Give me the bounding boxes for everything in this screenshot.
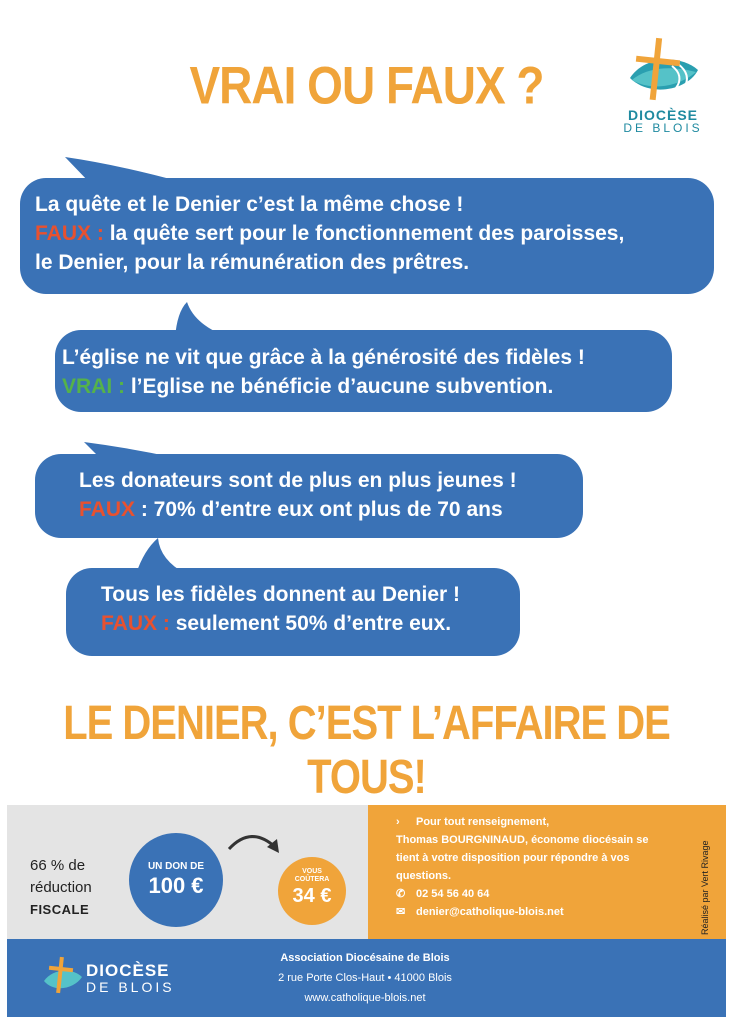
credit-text: Réalisé par Vert Rivage xyxy=(700,840,710,935)
cost-amount: 34 € xyxy=(292,885,332,907)
statement-text: La quête et le Denier c’est la même chose ! xyxy=(35,193,464,216)
explanation-text: : 70% d’entre eux ont plus de 70 ans xyxy=(140,498,503,521)
logo-text-line2: DE BLOIS xyxy=(623,121,703,135)
contact-role: , économe diocésain se xyxy=(524,834,649,846)
footer-logo-line1: DIOCÈSE xyxy=(86,961,170,980)
cost-circle xyxy=(278,857,346,925)
footer-logo xyxy=(40,955,180,999)
footer-org: Association Diocésaine de Blois xyxy=(280,952,450,964)
diocese-logo xyxy=(618,36,708,136)
reduction-line: 66 % de xyxy=(30,857,86,874)
speech-bubble-2 xyxy=(55,330,672,412)
reduction-line: FISCALE xyxy=(30,902,90,917)
verdict-vrai: VRAI : xyxy=(62,375,125,398)
contact-email[interactable]: denier@catholique-blois.net xyxy=(416,906,564,918)
explanation-text: l’Eglise ne bénéficie d’aucune subvention. xyxy=(130,375,554,398)
verdict-faux: FAUX : xyxy=(101,612,170,635)
reduction-line: réduction xyxy=(30,879,92,896)
speech-bubble-3 xyxy=(35,454,583,538)
contact-intro: Pour tout renseignement, xyxy=(416,816,550,828)
contact-role: tient à votre disposition pour répondre à vos xyxy=(396,852,630,864)
contact-info xyxy=(396,813,686,921)
curved-arrow-icon xyxy=(225,825,285,863)
donation-amount: 100 € xyxy=(148,873,204,898)
statement-text: L’église ne vit que grâce à la générosité des fidèles ! xyxy=(62,346,585,369)
phone-icon: ✆ xyxy=(396,888,406,900)
explanation-text: le Denier, pour la rémunération des prêtres. xyxy=(35,251,470,274)
statement-text: Les donateurs sont de plus en plus jeunes ! xyxy=(79,469,517,492)
cross-fish-icon xyxy=(40,955,84,999)
page-title: VRAI OU FAUX ? xyxy=(189,55,544,115)
slogan: LE DENIER, C’EST L’AFFAIRE DE TOUS! xyxy=(63,697,670,804)
contact-name: Thomas BOURGNINAUD xyxy=(396,834,525,846)
footer-website[interactable]: www.catholique-blois.net xyxy=(304,992,426,1004)
donation-label: UN DON DE xyxy=(147,861,205,872)
cost-label: COÛTERA xyxy=(294,876,330,883)
verdict-faux: FAUX : xyxy=(35,222,104,245)
footer-address xyxy=(200,948,530,1008)
contact-role: questions. xyxy=(396,870,452,882)
contact-phone[interactable]: 02 54 56 40 64 xyxy=(416,888,490,900)
verdict-faux: FAUX xyxy=(79,498,136,521)
footer-logo-line2: DE BLOIS xyxy=(86,979,175,995)
cost-label: VOUS xyxy=(302,868,322,875)
speech-bubble-1 xyxy=(20,178,714,294)
donation-circle xyxy=(129,833,223,927)
logo-text-line1: DIOCÈSE xyxy=(627,107,698,123)
statement-text: Tous les fidèles donnent au Denier ! xyxy=(101,583,460,606)
footer-street: 2 rue Porte Clos-Haut • 41000 Blois xyxy=(278,972,452,984)
chevron-right-icon: › xyxy=(396,816,400,828)
explanation-text: seulement 50% d’entre eux. xyxy=(175,612,452,635)
mail-icon: ✉ xyxy=(396,906,406,918)
tax-reduction-text xyxy=(30,855,92,921)
speech-bubble-4 xyxy=(66,568,520,656)
explanation-text: la quête sert pour le fonctionnement des paroisses, xyxy=(109,222,625,245)
cross-fish-icon xyxy=(618,36,708,108)
